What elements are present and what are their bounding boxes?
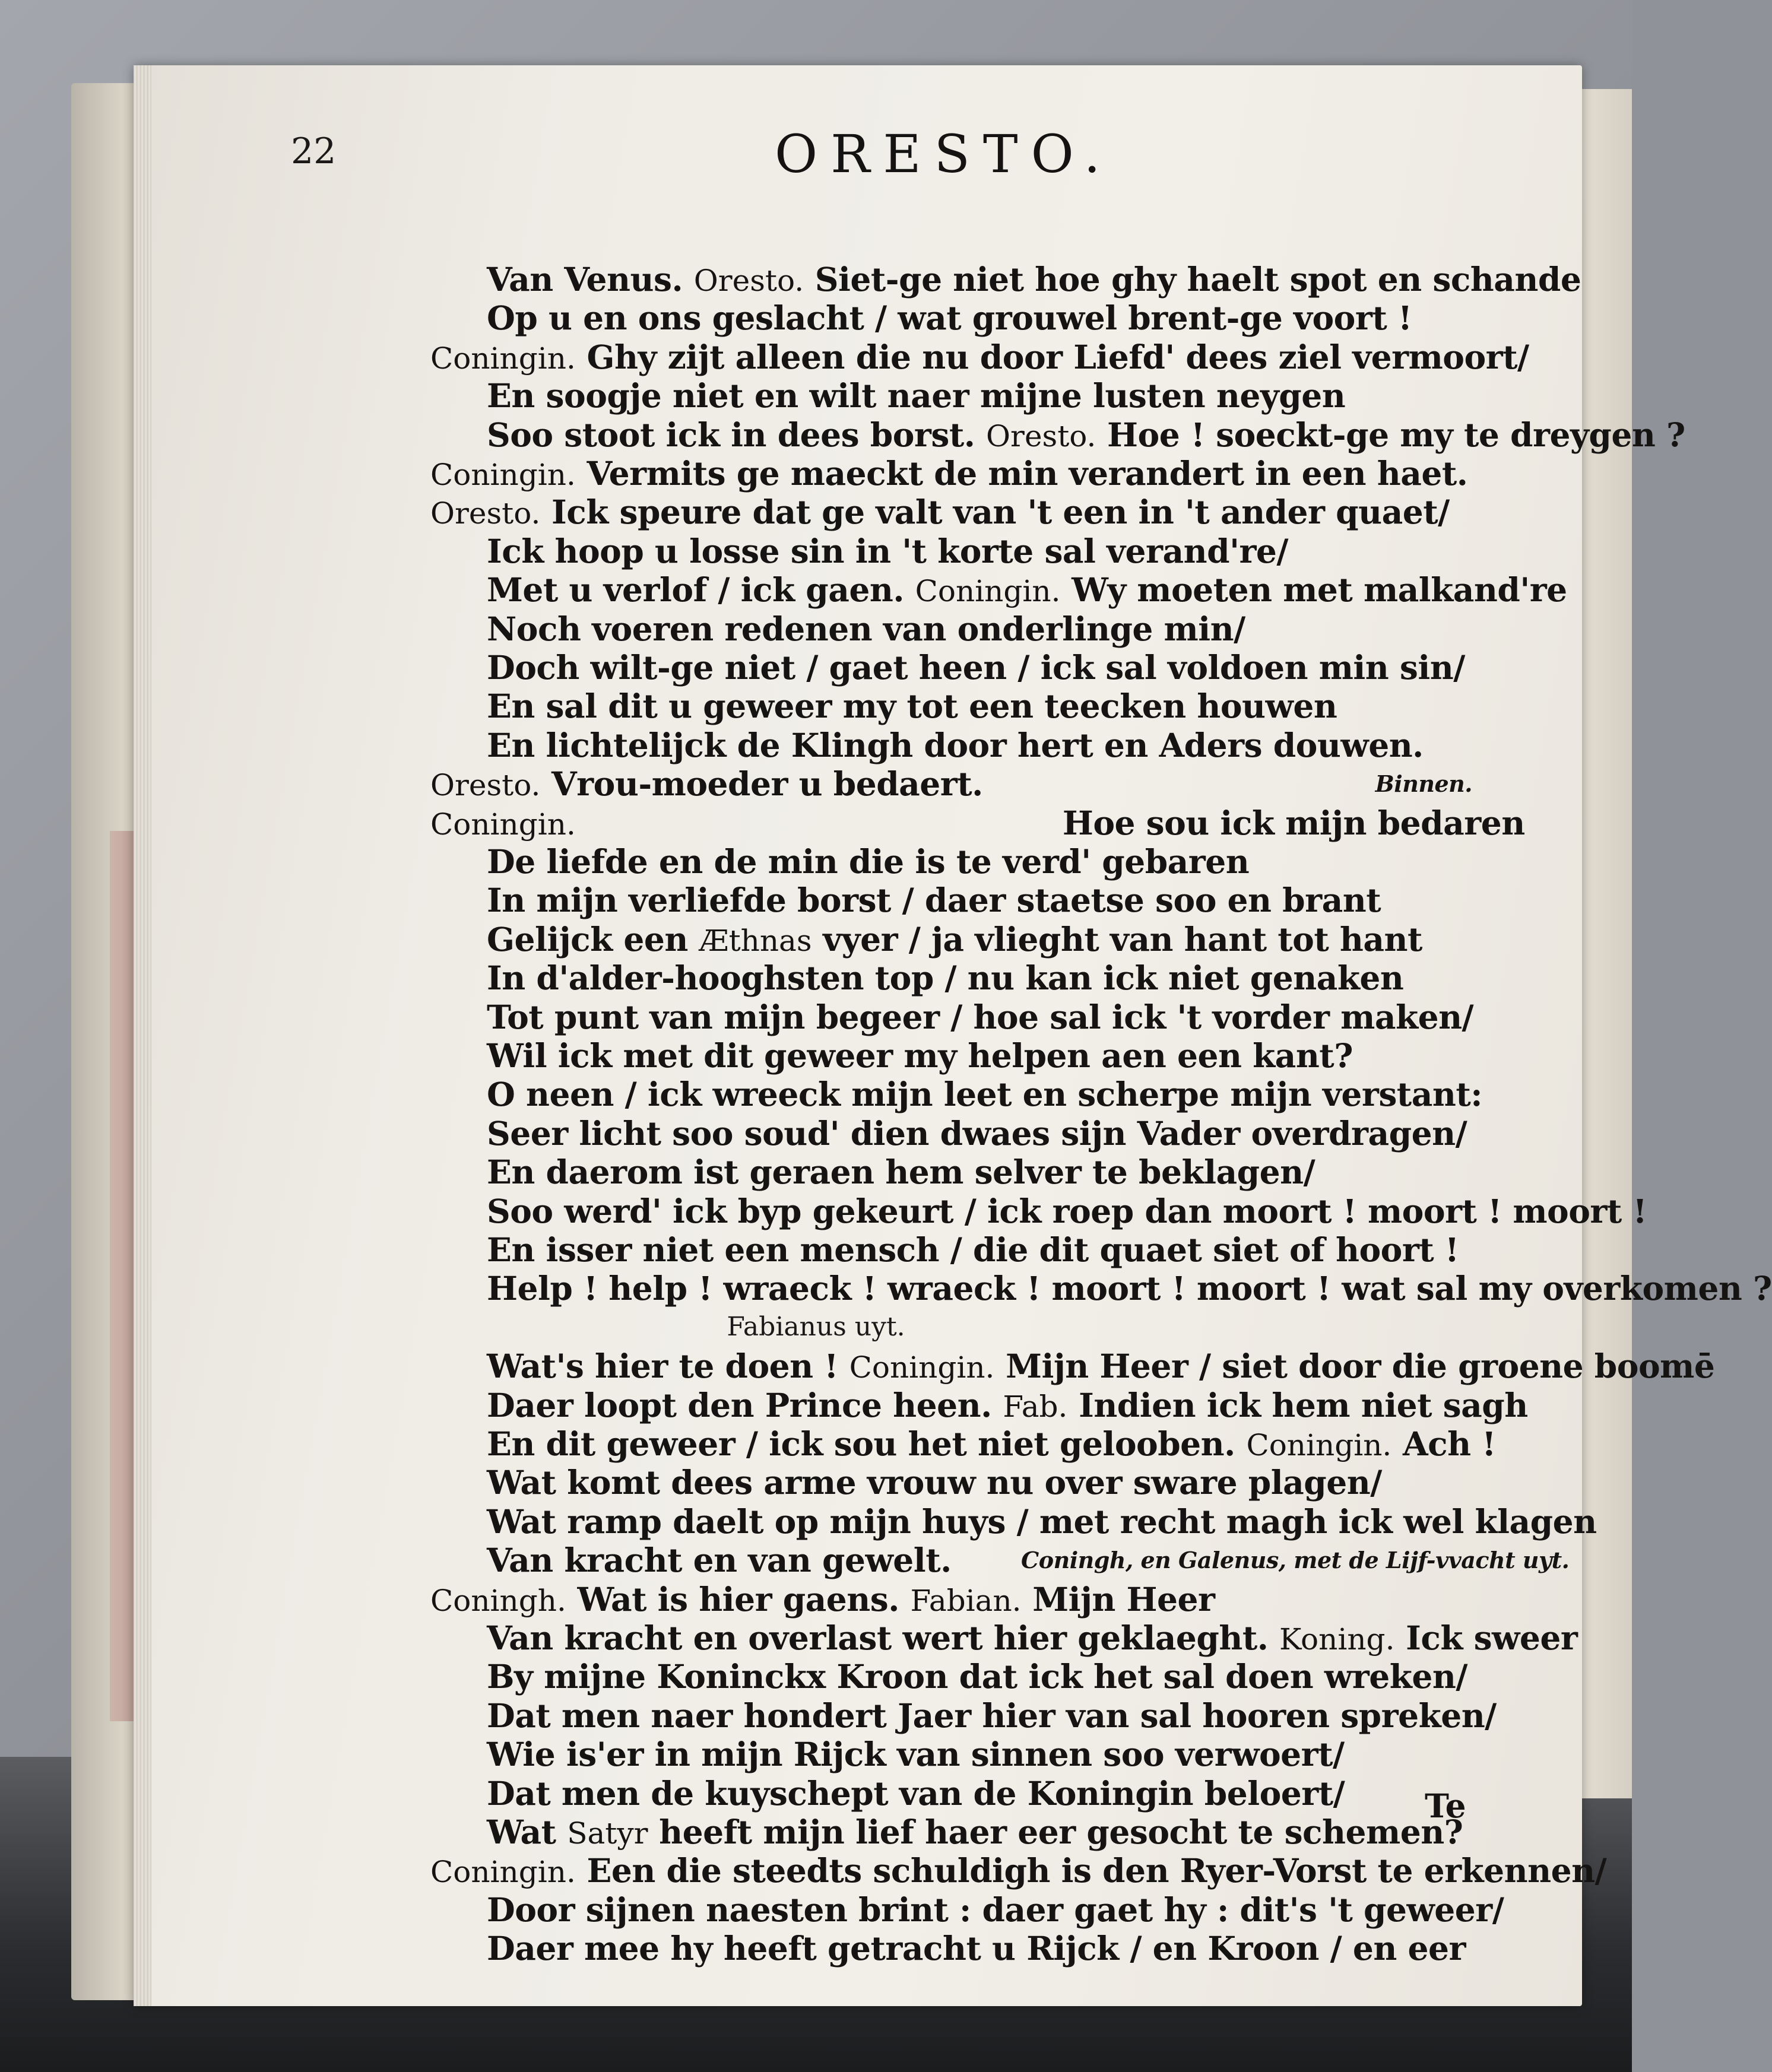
verse-line xyxy=(487,1192,1647,1231)
verse-text: De liefde en de min die is te verd' gebaren xyxy=(487,842,1250,881)
verse-line xyxy=(487,1657,1467,1696)
verse-text: Tot punt van mijn begeer / hoe sal ick 't vorder maken/ xyxy=(487,997,1474,1036)
verse-line xyxy=(430,1580,1215,1619)
verse-text: vyer / ja vlieght van hant tot hant xyxy=(811,919,1422,959)
verse-line xyxy=(487,1541,952,1580)
verse-line xyxy=(487,1619,1577,1658)
stage-direction: Binnen. xyxy=(1375,770,1472,798)
verse-line xyxy=(487,1269,1772,1308)
verse-text: En sal dit u geweer my tot een teecken houwen xyxy=(487,687,1337,726)
verse-text: Van kracht en van gewelt. xyxy=(487,1541,952,1580)
speaker-name: Coningin. xyxy=(915,574,1061,609)
verse-line xyxy=(487,299,1412,338)
verse-text: Seer licht soo soud' dien dwaes sijn Vader overdragen/ xyxy=(487,1113,1467,1153)
speaker-name: Coningin. xyxy=(430,341,576,376)
verse-line xyxy=(487,1386,1528,1425)
verse-line xyxy=(430,454,1467,493)
verse-text: Wat's hier te doen ! xyxy=(487,1347,849,1386)
verse-text: Soo stoot ick in dees borst. xyxy=(487,415,987,454)
verse-text: Ick hoop u losse sin in 't korte sal verand're/ xyxy=(487,531,1288,570)
verse-line xyxy=(487,1114,1467,1153)
verse-line xyxy=(487,1696,1497,1735)
verse-text: En soogje niet en wilt naer mijne lusten neygen xyxy=(487,376,1346,415)
verse-text: In mijn verliefde borst / daer staetse soo en brant xyxy=(487,881,1381,920)
verse-line xyxy=(487,1036,1353,1075)
speaker-name: Æthnas xyxy=(699,923,812,958)
speaker-name: Oresto. xyxy=(986,418,1096,453)
verse-line xyxy=(487,610,1245,649)
verse-text: Een die steedts schuldigh is den Ryer-Vorst te erkennen/ xyxy=(575,1851,1607,1890)
speaker-name: Oresto. xyxy=(693,264,804,298)
verse-line xyxy=(487,959,1403,998)
verse-line xyxy=(487,415,1685,455)
speaker-name: Fab. xyxy=(1003,1389,1068,1424)
verse-text: Ick sweer xyxy=(1394,1619,1578,1657)
verse-text: Met u verlof / ick gaen. xyxy=(487,570,915,610)
verse-text: Daer loopt den Prince heen. xyxy=(487,1385,1003,1424)
verse-text: Gelijck een xyxy=(487,919,699,959)
verse-line xyxy=(430,764,983,804)
verse-text: In d'alder-hooghsten top / nu kan ick niet genaken xyxy=(487,959,1404,998)
verse-text: O neen / ick wreeck mijn leet en scherpe mijn verstant: xyxy=(487,1075,1483,1114)
verse-text: Indien ick hem niet sagh xyxy=(1067,1385,1528,1424)
verse-text: Ach ! xyxy=(1391,1424,1496,1463)
page-number: 22 xyxy=(291,131,337,172)
verse-text: Van kracht en overlast wert hier geklaeght. xyxy=(487,1619,1280,1657)
verse-text: En isser niet een mensch / die dit quaet siet of hoort ! xyxy=(487,1230,1459,1269)
verse-line xyxy=(487,1890,1504,1930)
verse-text: Door sijnen naesten brint : daer gaet hy : dit's 't geweer/ xyxy=(487,1890,1504,1929)
verse-text: By mijne Koninckx Kroon dat ick het sal doen wreken/ xyxy=(487,1657,1467,1696)
page-stack-edges xyxy=(134,65,151,2006)
verse-text: Vermits ge maeckt de min verandert in een haet. xyxy=(575,454,1468,493)
speaker-name: Coningin. xyxy=(430,458,576,492)
verse-text: Wie is'er in mijn Rijck van sinnen soo verwoert/ xyxy=(487,1735,1345,1774)
speaker-name: Koning. xyxy=(1279,1622,1395,1657)
verse-line xyxy=(487,1735,1345,1774)
verse-text: Hoe sou ick mijn bedaren xyxy=(1062,803,1525,842)
speaker-name: Fabian. xyxy=(910,1583,1022,1618)
verse-line xyxy=(487,532,1288,571)
verse-line xyxy=(487,1774,1345,1813)
verse-line xyxy=(487,687,1337,726)
verse-text: Dat men naer hondert Jaer hier van sal hooren spreken/ xyxy=(487,1696,1497,1735)
verse-text: En lichtelijck de Klingh door hert en Aders douwen. xyxy=(487,725,1424,764)
verse-line xyxy=(487,1929,1466,1968)
verse-text: Mijn Heer xyxy=(1021,1579,1215,1619)
page-header xyxy=(0,123,1632,196)
stage-direction-center: Fabianus uyt. xyxy=(727,1311,905,1342)
verse-line xyxy=(487,1813,1463,1852)
verse-text: En daerom ist geraen hem selver te beklagen/ xyxy=(487,1153,1315,1192)
speaker-name: Oresto. xyxy=(430,768,541,803)
verse-text: En dit geweer / ick sou het niet gelooben. xyxy=(487,1424,1247,1463)
verse-text: Op u en ons geslacht / wat grouwel brent-ge voort ! xyxy=(487,299,1412,338)
speaker-name: Coningin. xyxy=(430,807,576,842)
verse-text: Wil ick met dit geweer my helpen aen een kant? xyxy=(487,1036,1353,1075)
speaker-name: Coningh. xyxy=(430,1583,566,1618)
verse-text: Soo werd' ick byp gekeurt / ick roep dan moort ! moort ! moort ! xyxy=(487,1191,1647,1230)
verse-line xyxy=(487,1347,1714,1386)
verse-text: Wat is hier gaens. xyxy=(566,1579,911,1619)
verse-text: Help ! help ! wraeck ! wraeck ! moort ! moort ! wat sal my overkomen ? xyxy=(487,1269,1772,1308)
speaker-name: Oresto. xyxy=(430,496,541,531)
verse-line xyxy=(487,260,1581,299)
verse-text: Dat men de kuyschept van de Koningin beloert/ xyxy=(487,1773,1345,1813)
catchword: Te xyxy=(1425,1787,1466,1825)
verse-line xyxy=(430,493,1450,532)
verse-text: Doch wilt-ge niet / gaet heen / ick sal voldoen min sin/ xyxy=(487,648,1465,687)
verse-line xyxy=(487,570,1567,610)
verse-text: Siet-ge niet hoe ghy haelt spot en schande xyxy=(804,260,1581,299)
speaker-name: Coningin. xyxy=(1246,1428,1392,1462)
verse-text: Wat ramp daelt op mijn huys / met recht magh ick wel klagen xyxy=(487,1502,1597,1541)
verse-line xyxy=(487,1463,1382,1502)
verse-text: Noch voeren redenen van onderlinge min/ xyxy=(487,609,1245,648)
verse-line xyxy=(487,881,1381,920)
verse-line xyxy=(487,1230,1459,1270)
verse-line xyxy=(487,842,1249,881)
running-title: ORESTO. xyxy=(775,123,1114,185)
speaker-name: Satyr xyxy=(567,1816,648,1851)
verse-line xyxy=(487,1153,1315,1192)
verse-text: Hoe ! soeckt-ge my te dreygen ? xyxy=(1096,415,1685,454)
stage-direction: Coningh, en Galenus, met de Lijf-vvacht uyt. xyxy=(1021,1547,1570,1574)
verse-text: Ghy zijt alleen die nu door Liefd' dees ziel vermoort/ xyxy=(575,337,1529,376)
verse-text: Daer mee hy heeft getracht u Rijck / en Kroon / en eer xyxy=(487,1929,1466,1968)
verse-line xyxy=(487,1502,1597,1541)
verse-line xyxy=(487,920,1422,959)
verse-text: Vrou-moeder u bedaert. xyxy=(540,764,983,804)
verse-text: Wat xyxy=(487,1813,568,1851)
speaker-name: Coningin. xyxy=(430,1855,576,1890)
verse-line xyxy=(430,804,1525,843)
verse-text: Van Venus. xyxy=(487,260,694,299)
verse-text: heeft mijn lief haer eer gesocht te schemen? xyxy=(648,1813,1463,1851)
speaker-name: Coningin. xyxy=(849,1350,995,1385)
verse-line xyxy=(487,1075,1482,1114)
verse-line xyxy=(430,338,1529,377)
verse-line xyxy=(487,648,1465,687)
verse-line xyxy=(487,1424,1496,1464)
verse-text: Ick speure dat ge valt van 't een in 't ander quaet/ xyxy=(540,493,1450,532)
verse-text: Wy moeten met malkand're xyxy=(1060,570,1567,610)
verse-text: Mijn Heer / siet door die groene boomē xyxy=(994,1347,1715,1386)
verse-line xyxy=(487,726,1424,765)
verse-line xyxy=(487,998,1473,1037)
verse-line xyxy=(430,1851,1606,1890)
verse-text: Wat komt dees arme vrouw nu over sware plagen/ xyxy=(487,1463,1382,1502)
verse-line xyxy=(487,376,1345,415)
